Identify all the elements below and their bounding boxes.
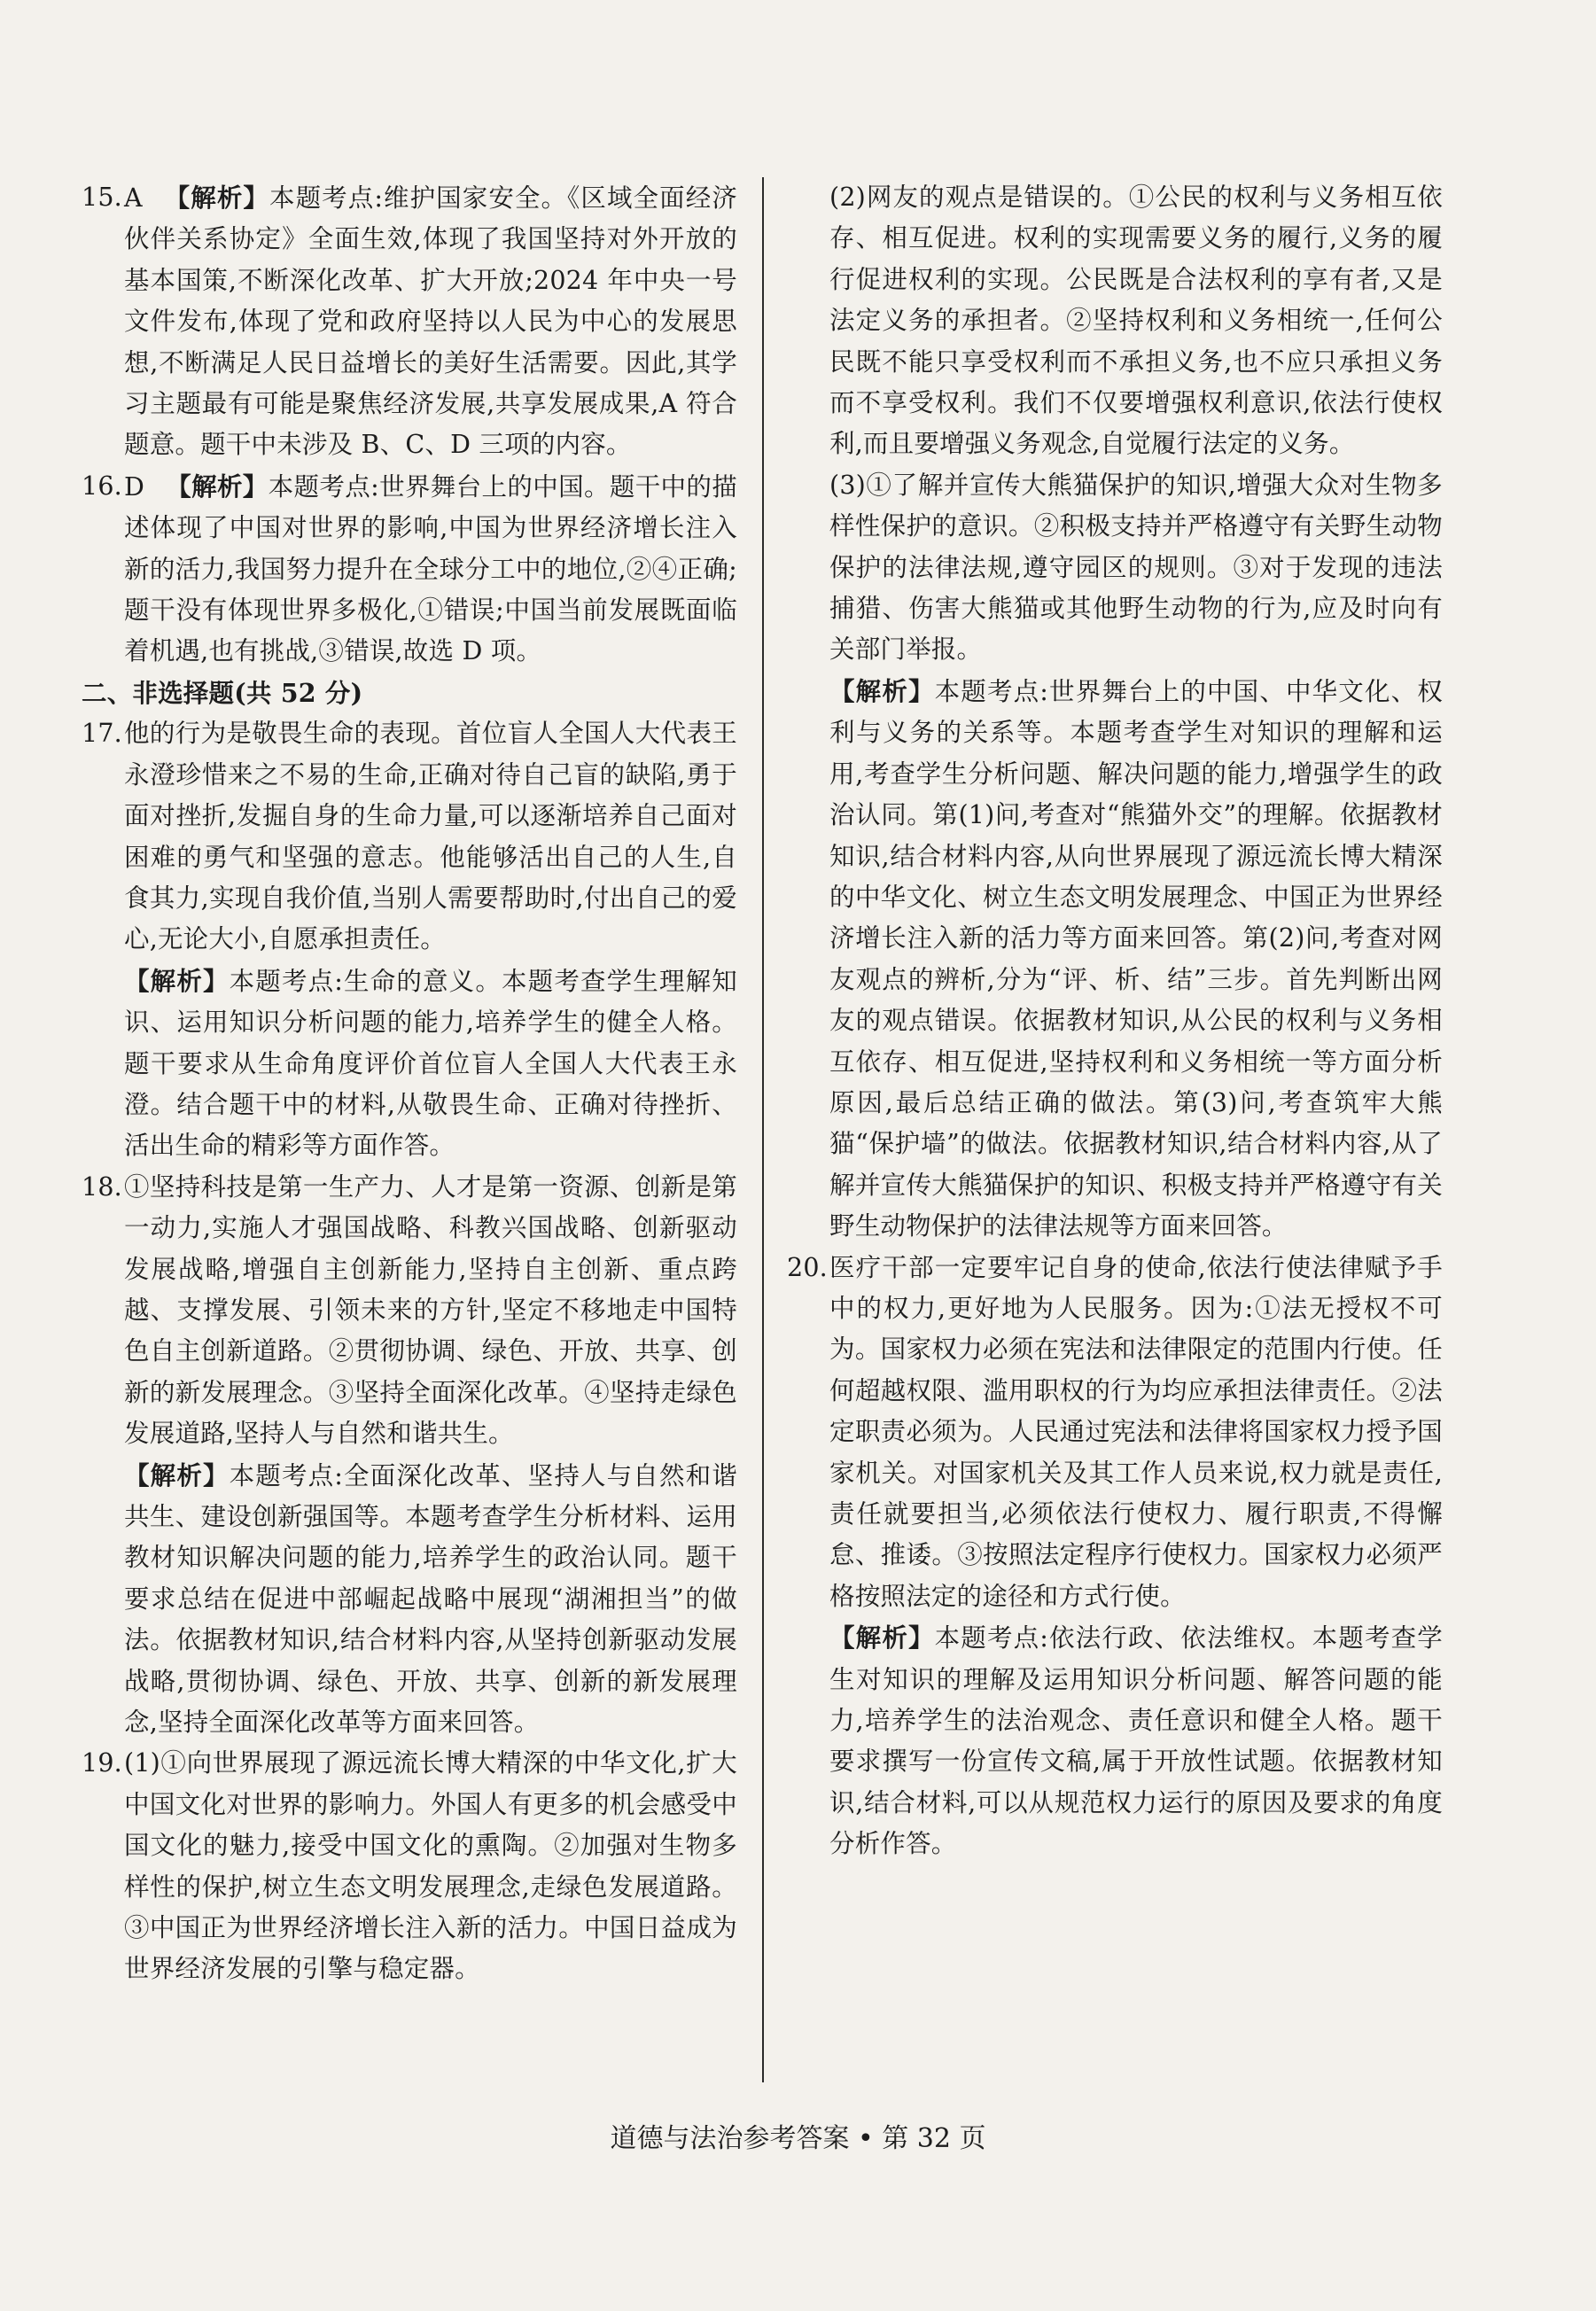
answer-19-part-3 bbox=[787, 465, 1443, 671]
page-footer: 道德与法治参考答案 • 第 32 页 bbox=[610, 2123, 986, 2154]
analysis-tag: 【解析】 bbox=[829, 675, 935, 706]
question-number: 20. bbox=[787, 1252, 828, 1282]
answer-text: 医疗干部一定要牢记自身的使命,依法行使法律赋予手中的权力,更好地为人民服务。因为:①法无授权不可为。国家权力必须在宪法和法律限定的范围内行使。任何超越权限、滥用职权的行为均应承担法律责任。②法定职责必须为。人民通过宪法和法律将国家权力授予国家机关。对国家机关及其工作人员来说,权力就是责任,责任就要担当,必须依法行使权力、履行职责,不得懈怠、推诿。③按照法定程序行使权力。国家权力必须严格按照法定的途径和方式行使。 bbox=[829, 1252, 1443, 1611]
answer-text: (2)网友的观点是错误的。①公民的权利与义务相互依存、相互促进。权利的实现需要义务的履行,义务的履行促进权利的实现。公民既是合法权利的享有者,又是法定义务的承担者。②坚持权利和义务相统一,任何公民既不能只享受权利而不承担义务,也不应只承担义务而不享受权利。我们不仅要增强权利意识,依法行使权利,而且要增强义务观念,自觉履行法定的义务。 bbox=[829, 183, 1443, 459]
answer-17 bbox=[82, 713, 737, 960]
question-number: 16. bbox=[82, 471, 122, 501]
question-number: 15. bbox=[82, 183, 122, 212]
answer-16 bbox=[82, 466, 737, 673]
analysis-text: 本题考点:依法行政、依法维权。本题考查学生对知识的理解及运用知识分析问题、解答问题的能力,培养学生的法治观念、责任意识和健全人格。题干要求撰写一份宣传文稿,属于开放性试题。依据教材知识,结合材料,可以从规范权力运行的原因及要求的角度分析作答。 bbox=[829, 1623, 1443, 1859]
analysis-text: 本题考点:维护国家安全。《区域全面经济伙伴关系协定》全面生效,体现了我国坚持对外开放的基本国策,不断深化改革、扩大开放;2024 年中央一号文件发布,体现了党和政府坚持以人民为中心的发展思想,不断满足人民日益增长的美好生活需要。因此,其学习主题最有可能是聚焦经济发展,共享发展成果,A 符合题意。题干中未涉及 B、C、D 三项的内容。 bbox=[124, 183, 737, 460]
answer-text: (1)①向世界展现了源远流长博大精深的中华文化,扩大中国文化对世界的影响力。外国人有更多的机会感受中国文化的魅力,接受中国文化的熏陶。②加强对生物多样性的保护,树立生态文明发展理念,走绿色发展道路。③中国正为世界经济增长注入新的活力。中国日益成为世界经济发展的引擎与稳定器。 bbox=[124, 1748, 737, 1984]
answer-text: (3)①了解并宣传大熊猫保护的知识,增强大众对生物多样性保护的意识。②积极支持并严格遵守有关野生动物保护的法律法规,遵守园区的规则。③对于发现的违法捕猎、伤害大熊猫或其他野生动物的行为,应及时向有关部门举报。 bbox=[829, 470, 1443, 665]
section-title: 二、非选择题(共 52 分) bbox=[82, 677, 363, 708]
analysis-text: 本题考点:生命的意义。本题考查学生理解知识、运用知识分析问题的能力,培养学生的健全人格。题干要求从生命角度评价首位盲人全国人大代表王永澄。结合题干中的材料,从敬畏生命、正确对待挫折、活出生命的精彩等方面作答。 bbox=[124, 966, 737, 1161]
analysis-tag: 【解析】 bbox=[163, 183, 269, 213]
analysis-17 bbox=[82, 961, 737, 1167]
answer-18 bbox=[82, 1167, 737, 1455]
left-column bbox=[82, 177, 737, 1990]
analysis-text: 本题考点:全面深化改革、坚持人与自然和谐共生、建设创新强国等。本题考查学生分析材料、运用教材知识解决问题的能力,培养学生的政治认同。题干要求总结在促进中部崛起战略中展现“湖湘担当”的做法。依据教材知识,结合材料内容,从坚持创新驱动发展战略,贯彻协调、绿色、开放、共享、创新的新发展理念,坚持全面深化改革等方面来回答。 bbox=[124, 1460, 737, 1738]
answer-20 bbox=[787, 1248, 1443, 1618]
analysis-20 bbox=[787, 1617, 1443, 1864]
analysis-18 bbox=[82, 1455, 737, 1744]
analysis-tag: 【解析】 bbox=[829, 1622, 935, 1653]
answer-19-part-2 bbox=[787, 177, 1443, 465]
analysis-tag: 【解析】 bbox=[124, 965, 230, 996]
analysis-text: 本题考点:世界舞台上的中国。题干中的描述体现了中国对世界的影响,中国为世界经济增长注入新的活力,我国努力提升在全球分工中的地位,②④正确;题干没有体现世界多极化,①错误;中国当前发展既面临着机遇,也有挑战,③错误,故选 D 项。 bbox=[124, 471, 737, 666]
answer-text: 他的行为是敬畏生命的表现。首位盲人全国人大代表王永澄珍惜来之不易的生命,正确对待自己盲的缺陷,勇于面对挫折,发掘自身的生命力量,可以逐渐培养自己面对困难的勇气和坚强的意志。他能够活出自己的人生,自食其力,实现自我价值,当别人需要帮助时,付出自己的爱心,无论大小,自愿承担责任。 bbox=[124, 719, 737, 954]
question-number: 17. bbox=[82, 719, 122, 749]
analysis-text: 本题考点:世界舞台上的中国、中华文化、权利与义务的关系等。本题考查学生对知识的理解和运用,考查学生分析问题、解决问题的能力,增强学生的政治认同。第(1)问,考查对“熊猫外交”的理解。依据教材知识,结合材料内容,从向世界展现了源远流长博大精深的中华文化、树立生态文明发展理念、中国正为世界经济增长注入新的活力等方面来回答。第(2)问,考查对网友观点的辨析,分为“评、析、结”三步。首先判断出网友的观点错误。依据教材知识,从公民的权利与义务相互依存、相互促进,坚持权利和义务相统一等方面分析原因,最后总结正确的做法。第(3)问,考查筑牢大熊猫“保护墙”的做法。依据教材知识,结合材料内容,从了解并宣传大熊猫保护的知识、积极支持并严格遵守有关野生动物保护的法律法规等方面来回答。 bbox=[829, 676, 1443, 1241]
choice-answer: D bbox=[124, 471, 145, 502]
analysis-19 bbox=[787, 671, 1443, 1248]
right-column bbox=[787, 177, 1443, 1865]
question-number: 18. bbox=[82, 1171, 122, 1202]
choice-answer: A bbox=[124, 183, 143, 213]
analysis-tag: 【解析】 bbox=[166, 471, 269, 502]
answer-19-part-1 bbox=[82, 1743, 737, 1989]
question-number: 19. bbox=[82, 1748, 122, 1778]
column-divider bbox=[762, 177, 764, 2082]
analysis-tag: 【解析】 bbox=[124, 1459, 230, 1490]
answer-text: ①坚持科技是第一生产力、人才是第一资源、创新是第一动力,实施人才强国战略、科教兴国战略、创新驱动发展战略,增强自主创新能力,坚持自主创新、重点跨越、支撑发展、引领未来的方针,坚定不移地走中国特色自主创新道路。②贯彻协调、绿色、开放、共享、创新的新发展理念。③坚持全面深化改革。④坚持走绿色发展道路,坚持人与自然和谐共生。 bbox=[124, 1171, 737, 1449]
answer-15 bbox=[82, 177, 737, 466]
